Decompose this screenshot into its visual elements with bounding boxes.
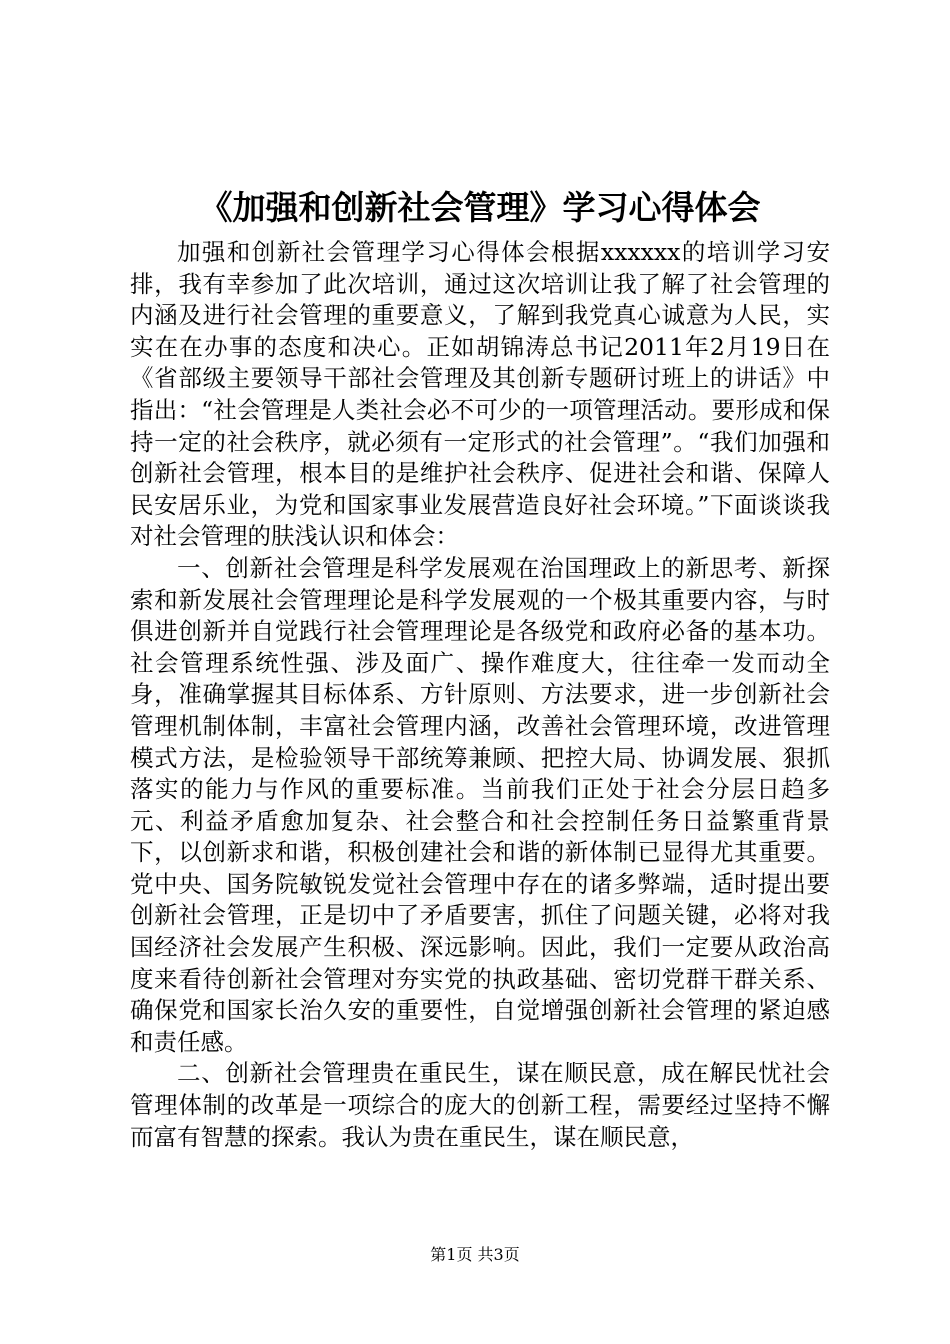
document-body [130,237,830,1153]
paragraph-section-one: 一、创新社会管理是科学发展观在治国理政上的新思考、新探索和新发展社会管理理论是科学发展观的一个极其重要内容，与时俱进创新并自觉践行社会管理理论是各级党和政府必备的基本功。社会管理系统性强、涉及面广、操作难度大，往往牵一发而动全身，准确掌握其目标体系、方针原则、方法要求，进一步创新社会管理机制体制，丰富社会管理内涵，改善社会管理环境，改进管理模式方法，是检验领导干部统筹兼顾、把控大局、协调发展、狠抓落实的能力与作风的重要标准。当前我们正处于社会分层日趋多元、利益矛盾愈加复杂、社会整合和社会控制任务日益繁重背景下，以创新求和谐，积极创建社会和谐的新体制已显得尤其重要。党中央、国务院敏锐发觉社会管理中存在的诸多弊端，适时提出要创新社会管理，正是切中了矛盾要害，抓住了问题关键，必将对我国经济社会发展产生积极、深远影响。因此，我们一定要从政治高度来看待创新社会管理对夯实党的执政基础、密切党群干群关系、确保党和国家长治久安的重要性，自觉增强创新社会管理的紧迫感和责任感。 [130,553,830,1056]
page-number-footer: 第1页 共3页 [430,1245,520,1264]
document-title: 《加强和创新社会管理》学习心得体会 [199,188,761,227]
paragraph-intro: 加强和创新社会管理学习心得体会根据xxxxxx的培训学习安排，我有幸参加了此次培训，通过这次培训让我了解了社会管理的内涵及进行社会管理的重要意义，了解到我党真心诚意为人民，实实在在办事的态度和决心。正如胡锦涛总书记2011年2月19日在《省部级主要领导干部社会管理及其创新专题研讨班上的讲话》中指出：“社会管理是人类社会必不可少的一项管理活动。要形成和保持一定的社会秩序，就必须有一定形式的社会管理”。“我们加强和创新社会管理，根本目的是维护社会秩序、促进社会和谐、保障人民安居乐业，为党和国家事业发展营造良好社会环境。”下面谈谈我对社会管理的肤浅认识和体会： [130,238,830,551]
paragraph-section-two: 二、创新社会管理贵在重民生，谋在顺民意，成在解民忧社会管理体制的改革是一项综合的庞大的创新工程，需要经过坚持不懈而富有智慧的探索。我认为贵在重民生，谋在顺民意， [130,1059,830,1151]
